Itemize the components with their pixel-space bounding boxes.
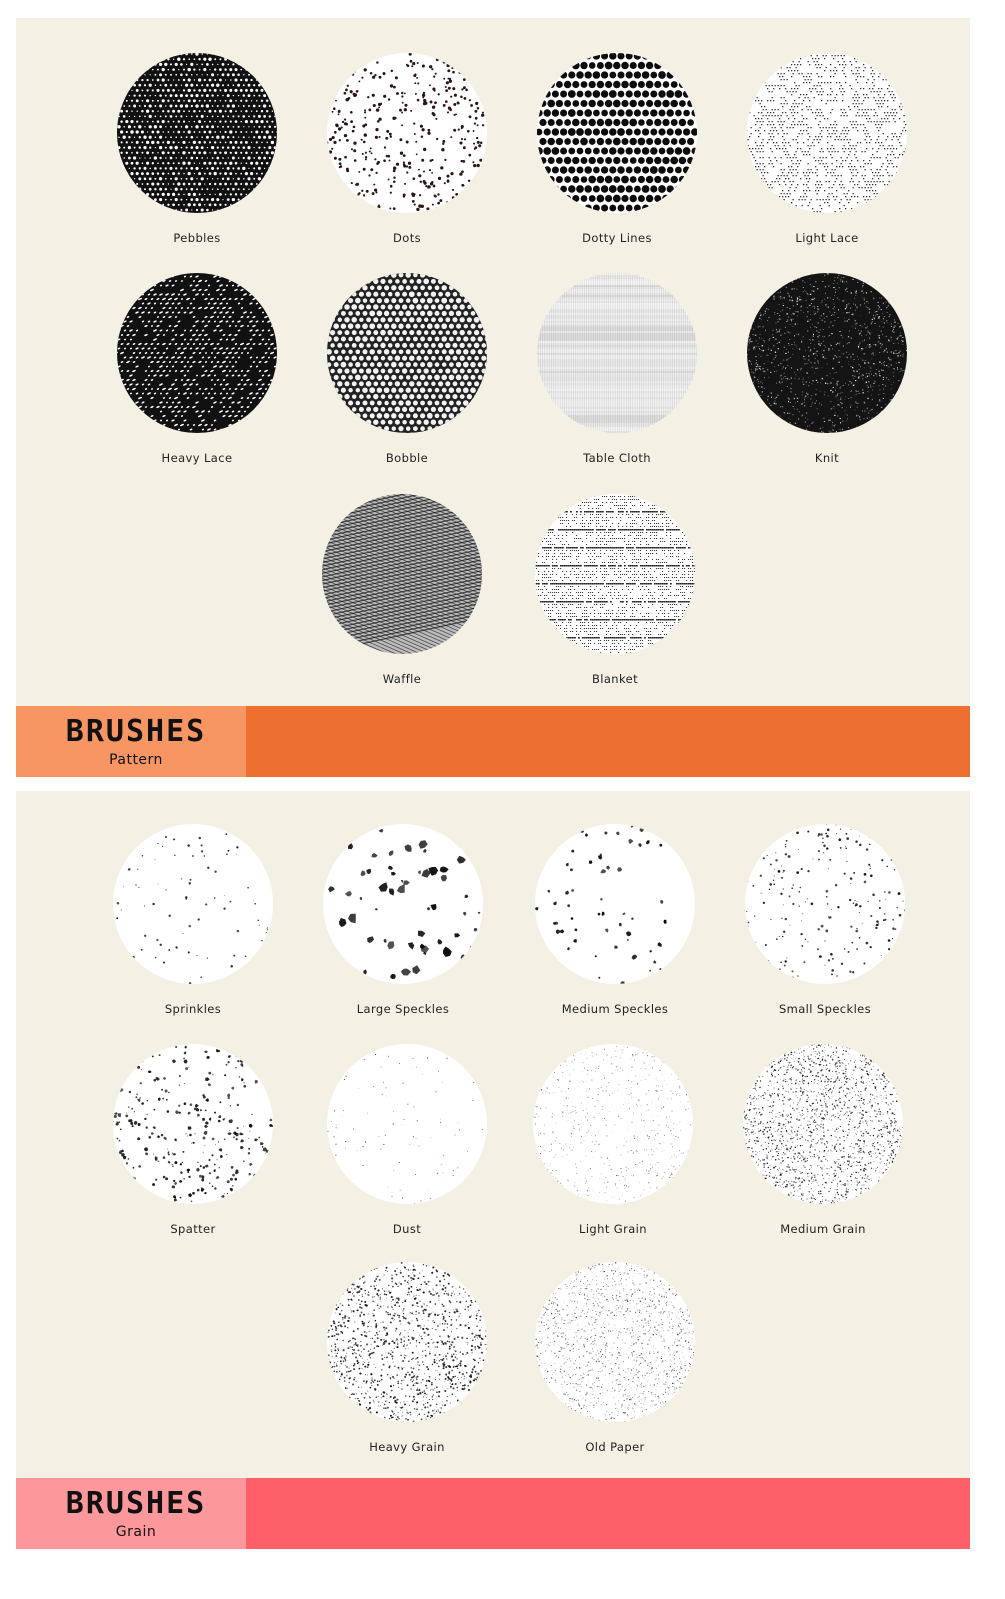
waffle-pattern-icon: [321, 493, 483, 655]
brush-swatch-light-grain[interactable]: [528, 1043, 698, 1236]
banner-subtitle: Grain: [115, 1524, 157, 1540]
banner-title: BRUSHES: [65, 1486, 207, 1521]
brush-swatch-spatter[interactable]: [108, 1043, 278, 1236]
small-speckles-grain-icon: [744, 823, 906, 985]
brush-label: Dots: [393, 231, 421, 245]
bobble-pattern-icon: [326, 272, 488, 434]
brush-swatch-small-speckles[interactable]: [740, 823, 910, 1016]
brush-label: Dotty Lines: [582, 231, 652, 245]
brush-label: Dust: [392, 1222, 422, 1236]
brush-swatch-knit[interactable]: [742, 272, 912, 465]
light-grain-icon: [532, 1043, 694, 1205]
pattern-brushes-panel: [16, 18, 970, 706]
brush-label: Table Cloth: [583, 451, 651, 465]
brush-label: Bobble: [385, 451, 429, 465]
banner-bar: [246, 706, 970, 777]
brush-label: Large Speckles: [356, 1002, 450, 1016]
brush-swatch-dotty-lines[interactable]: [532, 52, 702, 245]
dots-pattern-icon: [326, 52, 488, 214]
heavy-lace-pattern-icon: [116, 272, 278, 434]
brush-swatch-heavy-grain[interactable]: [322, 1261, 492, 1454]
blanket-pattern-icon: [534, 493, 696, 655]
banner-bar: [246, 1478, 970, 1549]
brush-label: Medium Grain: [780, 1222, 866, 1236]
brush-label: Knit: [814, 451, 840, 465]
brush-swatch-blanket[interactable]: [530, 493, 700, 686]
brush-swatch-table-cloth[interactable]: [532, 272, 702, 465]
brush-swatch-waffle[interactable]: [317, 493, 487, 686]
banner-subtitle: Pattern: [109, 752, 163, 768]
brush-swatch-heavy-lace[interactable]: [112, 272, 282, 465]
pebbles-pattern-icon: [116, 52, 278, 214]
old-paper-grain-icon: [534, 1261, 696, 1423]
brush-swatch-medium-grain[interactable]: [738, 1043, 908, 1236]
dotty-lines-pattern-icon: [536, 52, 698, 214]
pattern-section-banner: [16, 706, 970, 777]
knit-pattern-icon: [746, 272, 908, 434]
brush-swatch-medium-speckles[interactable]: [530, 823, 700, 1016]
dust-grain-icon: [326, 1043, 488, 1205]
grain-section-banner: [16, 1478, 970, 1549]
brush-label: Pebbles: [173, 231, 221, 245]
brush-swatch-bobble[interactable]: [322, 272, 492, 465]
brush-swatch-dots[interactable]: [322, 52, 492, 245]
brush-swatch-pebbles[interactable]: [112, 52, 282, 245]
light-lace-pattern-icon: [746, 52, 908, 214]
medium-speckles-grain-icon: [534, 823, 696, 985]
brush-swatch-light-lace[interactable]: [742, 52, 912, 245]
brush-label: Waffle: [382, 672, 422, 686]
sprinkles-grain-icon: [112, 823, 274, 985]
brush-label: Light Lace: [795, 231, 859, 245]
medium-grain-icon: [742, 1043, 904, 1205]
table-cloth-pattern-icon: [536, 272, 698, 434]
brush-label: Light Grain: [579, 1222, 647, 1236]
brush-swatch-dust[interactable]: [322, 1043, 492, 1236]
brush-label: Medium Speckles: [561, 1002, 669, 1016]
spatter-grain-icon: [112, 1043, 274, 1205]
brush-label: Sprinkles: [164, 1002, 222, 1016]
grain-brushes-panel: [16, 791, 970, 1478]
brush-swatch-large-speckles[interactable]: [318, 823, 488, 1016]
brush-label: Heavy Lace: [161, 451, 233, 465]
brush-swatch-old-paper[interactable]: [530, 1261, 700, 1454]
brush-label: Small Speckles: [778, 1002, 872, 1016]
large-speckles-grain-icon: [322, 823, 484, 985]
brush-label: Spatter: [170, 1222, 216, 1236]
brush-label: Heavy Grain: [369, 1440, 445, 1454]
brush-label: Blanket: [591, 672, 639, 686]
brush-swatch-sprinkles[interactable]: [108, 823, 278, 1016]
brush-label: Old Paper: [585, 1440, 645, 1454]
banner-title: BRUSHES: [65, 714, 207, 749]
heavy-grain-icon: [326, 1261, 488, 1423]
